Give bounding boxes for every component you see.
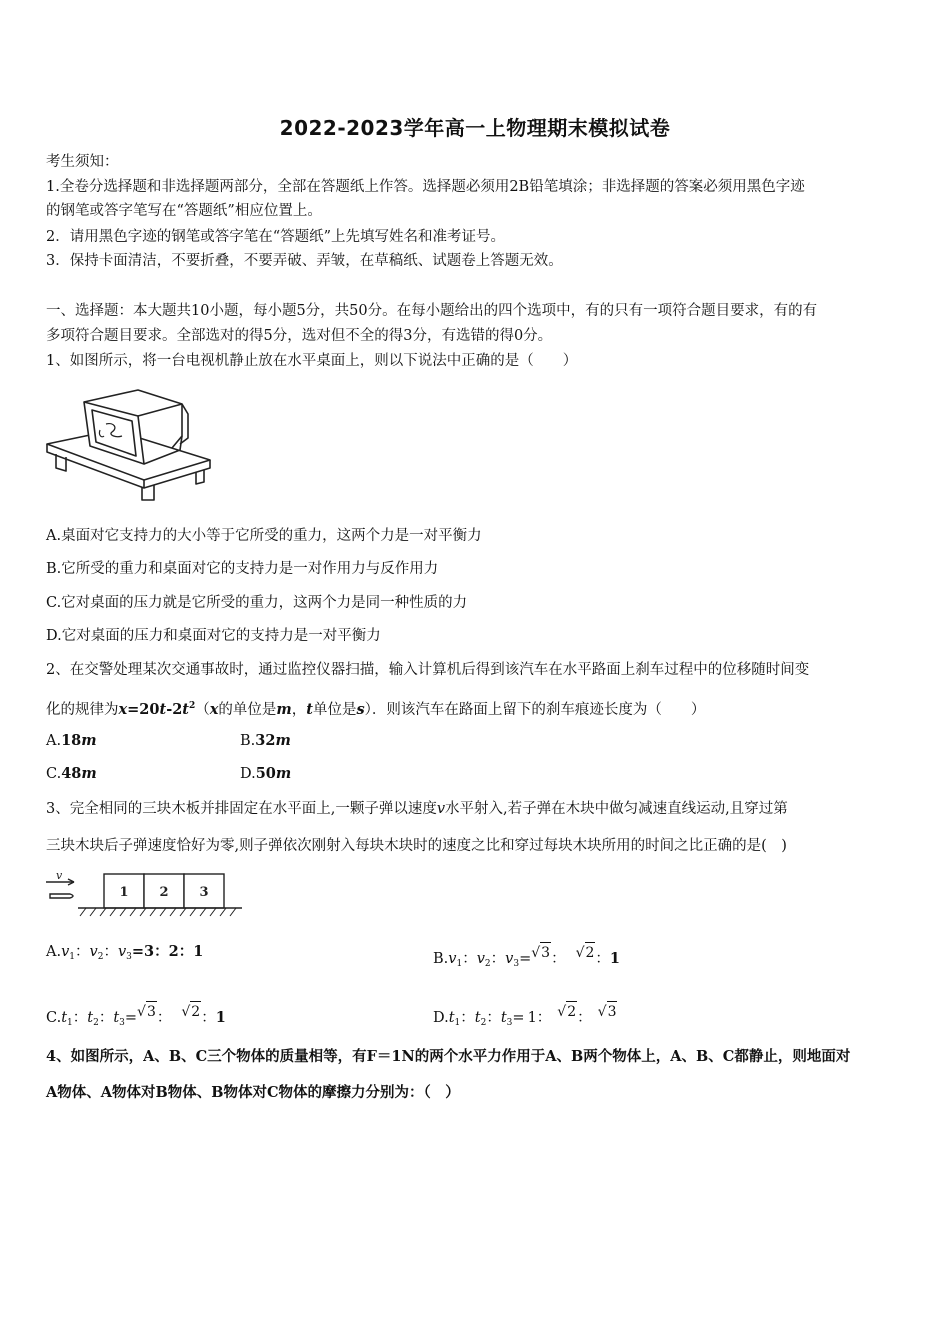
q3-b-sqrt2: √2 bbox=[576, 942, 596, 963]
q2-option-d bbox=[240, 764, 291, 784]
q3-option-a bbox=[46, 942, 203, 967]
q2-unit-m: m bbox=[276, 701, 292, 718]
q3-a-colon1: ： bbox=[75, 944, 90, 960]
q3-a-v1: v bbox=[61, 944, 70, 960]
fig-block-2-label: 2 bbox=[159, 885, 169, 900]
q2-option-b-value: 32 bbox=[255, 732, 276, 749]
q2-formula-t2: t bbox=[182, 701, 189, 718]
q3-c-colon3: ： bbox=[156, 1010, 172, 1026]
q3-b-eq: = bbox=[519, 951, 532, 967]
q3-a-colon2: ： bbox=[103, 944, 118, 960]
section-intro-b: 多项符合题目要求。全部选对的得5分，选对但不全的得3分，有选错的得0分。 bbox=[46, 328, 553, 344]
q3-c-colon2: ： bbox=[98, 1010, 114, 1026]
q2-option-a-value: 18 bbox=[61, 732, 82, 749]
fig-block-1-label: 1 bbox=[119, 885, 129, 900]
q3-option-b-label: B. bbox=[433, 951, 449, 967]
q3-a-sub2: 2 bbox=[97, 952, 104, 962]
q3-d-eq: = bbox=[512, 1010, 525, 1026]
q3-b-sub1: 1 bbox=[456, 959, 463, 969]
q2-option-a-unit: m bbox=[81, 732, 97, 749]
q1-option-a: A.桌面对它支持力的大小等于它所受的重力，这两个力是一对平衡力 bbox=[46, 528, 482, 544]
q3-stem-a bbox=[46, 799, 908, 819]
q3-b-one: 1 bbox=[609, 950, 621, 967]
q3-stem-a1: 3、完全相同的三块木板并排固定在水平面上,一颗子弹以速度 bbox=[46, 801, 437, 817]
q3-b-sqrt3: √3 bbox=[531, 942, 551, 963]
q3-b-rad2: 2 bbox=[585, 942, 596, 963]
notice-item-3: 3．保持卡面清洁，不要折叠，不要弄破、弄皱，在草稿纸、试题卷上答题无效。 bbox=[46, 253, 563, 269]
q3-d-t1: t bbox=[448, 1010, 455, 1026]
q4-stem-a: 4、如图所示，A、B、C三个物体的质量相等，有F＝1N的两个水平力作用于A、B两个物体上，A、B、C都静止，则地面对 bbox=[46, 1048, 851, 1065]
q2-formula-x: x bbox=[118, 701, 128, 718]
q2-stem-b5: 单位是 bbox=[312, 702, 357, 718]
q3-stem-b bbox=[46, 836, 908, 856]
q3-d-sqrt2: √2 bbox=[557, 1001, 577, 1022]
q3-a-sub3: 3 bbox=[126, 952, 132, 962]
q3-c-t2: t bbox=[87, 1010, 94, 1026]
notice-item-2: 2．请用黑色字迹的钢笔或答字笔在“答题纸”上先填写姓名和准考证号。 bbox=[46, 229, 506, 245]
fig-block-3-label: 3 bbox=[199, 885, 209, 900]
q3-d-rad3: 3 bbox=[607, 1001, 618, 1022]
q2-formula-minus: -2 bbox=[166, 701, 183, 718]
q2-option-c-unit: m bbox=[81, 765, 97, 782]
q3-b-v1: v bbox=[448, 951, 457, 967]
q3-d-sub1: 1 bbox=[454, 1018, 461, 1028]
q3-stem-a2: 水平射入,若子弹在木块中做匀减速直线运动,且穿过第 bbox=[445, 801, 788, 817]
q2-stem-b1: 化的规律为 bbox=[46, 702, 119, 718]
q1-option-d: D.它对桌面的压力和桌面对它的支持力是一对平衡力 bbox=[46, 628, 381, 644]
q2-formula-sup: 2 bbox=[189, 701, 196, 711]
q3-c-rad3: 3 bbox=[146, 1001, 157, 1022]
q3-c-colon4: ： bbox=[201, 1010, 216, 1026]
q3-d-sub3: 3 bbox=[506, 1018, 513, 1028]
q2-option-d-unit: m bbox=[275, 765, 292, 782]
q2-unit-x: x bbox=[209, 701, 219, 718]
q2-option-a-label: A. bbox=[46, 733, 62, 749]
q2-option-d-value: 50 bbox=[255, 765, 276, 782]
q3-option-d-label: D. bbox=[433, 1010, 449, 1026]
q3-b-colon2: ： bbox=[490, 951, 506, 967]
q2-option-b-unit: m bbox=[275, 732, 291, 749]
q2-unit-s: s bbox=[356, 701, 365, 718]
q2-stem-b6: ）．则该汽车在路面上留下的刹车痕迹长度为（ ） bbox=[364, 702, 706, 718]
q3-c-colon1: ： bbox=[72, 1010, 88, 1026]
q3-c-rad2: 2 bbox=[190, 1001, 201, 1022]
q3-c-sqrt2: √2 bbox=[181, 1001, 201, 1022]
q3-d-colon3: ： bbox=[536, 1010, 552, 1026]
q3-option-a-label: A. bbox=[46, 944, 62, 960]
q3-c-one: 1 bbox=[215, 1009, 226, 1026]
q1-stem: 1、如图所示，将一台电视机静止放在水平桌面上，则以下说法中正确的是（ ） bbox=[46, 353, 578, 369]
q2-option-d-label: D. bbox=[240, 766, 256, 782]
fig-v-label: v bbox=[56, 869, 63, 882]
q3-d-t2: t bbox=[474, 1010, 481, 1026]
q3-d-one: 1 bbox=[527, 1010, 537, 1026]
q3-b-sub2: 2 bbox=[484, 959, 491, 969]
q3-b-rad3: 3 bbox=[540, 942, 551, 963]
q2-stem-b3: 的单位是 bbox=[218, 702, 277, 718]
q2-stem-b2: （ bbox=[195, 702, 210, 718]
tv-on-table-figure bbox=[44, 388, 216, 504]
q3-a-v2: v bbox=[89, 944, 98, 960]
q3-b-v2: v bbox=[476, 951, 485, 967]
q3-c-t3: t bbox=[113, 1010, 120, 1026]
notice-item-1b: 的钢笔或答字笔写在“答题纸”相应位置上。 bbox=[46, 203, 322, 219]
q2-stem-b4: ， bbox=[291, 702, 307, 718]
q2-unit-t: t bbox=[306, 701, 313, 718]
q3-c-sub3: 3 bbox=[119, 1018, 125, 1028]
q3-c-sqrt3: √3 bbox=[137, 1001, 157, 1022]
q3-d-colon4: ： bbox=[577, 1010, 592, 1026]
q2-option-c-label: C. bbox=[46, 766, 62, 782]
q3-a-sub1: 1 bbox=[69, 952, 76, 962]
q3-c-sub1: 1 bbox=[67, 1018, 73, 1028]
q3-d-colon2: ： bbox=[486, 1010, 501, 1026]
page-title: 2022-2023学年高一上物理期末模拟试卷 bbox=[279, 116, 671, 140]
q3-c-eq: = bbox=[124, 1010, 138, 1026]
q3-b-colon3: ： bbox=[551, 951, 566, 967]
q3-option-b bbox=[433, 942, 620, 974]
q3-b-colon1: ： bbox=[462, 951, 477, 967]
q3-b-v3: v bbox=[505, 951, 514, 967]
q3-b-colon4: ： bbox=[595, 951, 610, 967]
q4-stem-b: A物体、A物体对B物体、B物体对C物体的摩擦力分别为：（ ） bbox=[46, 1084, 460, 1101]
q2-option-b-label: B. bbox=[240, 733, 256, 749]
q3-d-rad2: 2 bbox=[566, 1001, 577, 1022]
q2-formula-t1: t bbox=[159, 701, 167, 718]
q3-c-t1: t bbox=[61, 1010, 68, 1026]
q3-option-c bbox=[46, 1001, 226, 1033]
q2-option-b bbox=[240, 731, 291, 751]
q1-option-c: C.它对桌面的压力就是它所受的重力，这两个力是同一种性质的力 bbox=[46, 595, 468, 611]
notice-item-1a: 1.全卷分选择题和非选择题两部分，全部在答题纸上作答。选择题必须用2B铅笔填涂；非选择题的答案必须用黑色字迹 bbox=[46, 179, 805, 195]
q3-stem-b-text: 三块木块后子弹速度恰好为零,则子弹依次刚射入每块木块时的速度之比和穿过每块木块所用的时间之比正确的是( ) bbox=[46, 838, 787, 854]
q2-option-c-value: 48 bbox=[61, 765, 82, 782]
q3-option-c-label: C. bbox=[46, 1010, 62, 1026]
q3-a-v3: v bbox=[117, 944, 127, 960]
q2-option-c bbox=[46, 764, 97, 784]
q3-d-t3: t bbox=[500, 1010, 507, 1026]
q3-option-d bbox=[433, 1001, 617, 1033]
q2-option-a bbox=[46, 731, 97, 751]
q3-b-sub3: 3 bbox=[513, 959, 520, 969]
q2-stem-a: 2、在交警处理某次交通事故时，通过监控仪器扫描，输入计算机后得到该汽车在水平路面上刹车过程中的位移随时间变 bbox=[46, 662, 810, 678]
q2-formula-eq: =20 bbox=[127, 701, 160, 718]
q1-option-b: B.它所受的重力和桌面对它的支持力是一对作用力与反作用力 bbox=[46, 561, 439, 577]
q3-d-sub2: 2 bbox=[480, 1018, 487, 1028]
bullet-blocks-figure bbox=[44, 868, 244, 920]
q3-d-sqrt3: √3 bbox=[598, 1001, 618, 1022]
q3-d-colon1: ： bbox=[460, 1010, 475, 1026]
q3-a-ratio: =3：2：1 bbox=[131, 943, 204, 960]
section-intro-a: 一、选择题：本大题共10小题，每小题5分，共50分。在每小题给出的四个选项中，有的只有一项符合题目要求，有的有 bbox=[46, 303, 818, 319]
q3-stem-v: v bbox=[436, 801, 446, 817]
notice-heading: 考生须知： bbox=[46, 154, 119, 170]
q2-stem-b bbox=[46, 696, 908, 720]
q3-c-sub2: 2 bbox=[93, 1018, 99, 1028]
